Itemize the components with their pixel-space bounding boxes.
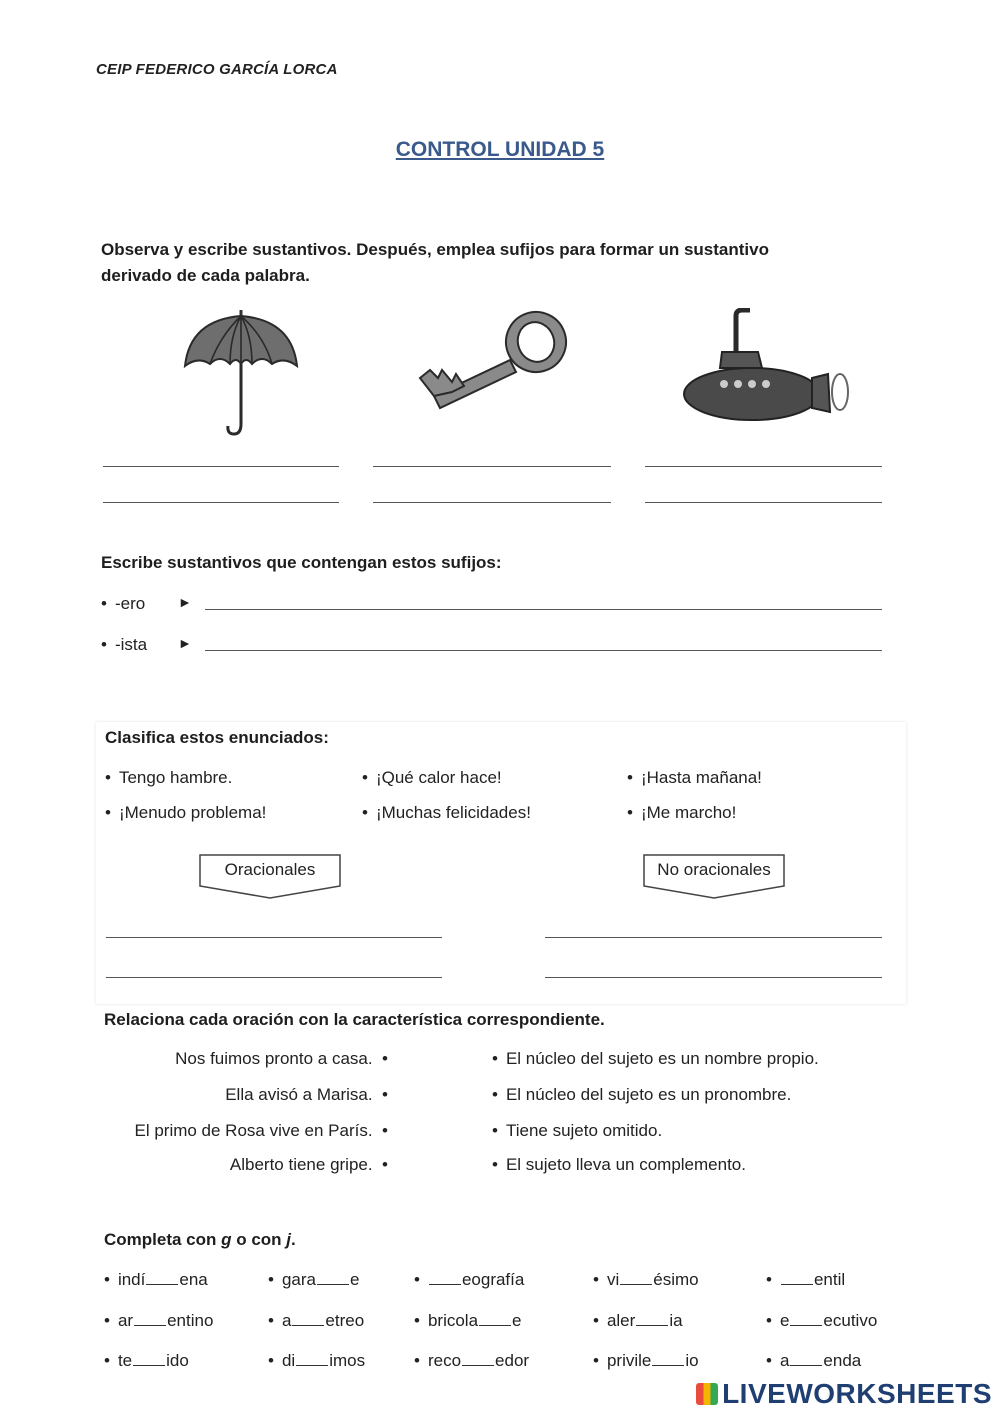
answer-line[interactable] <box>373 466 611 467</box>
suffix-item <box>101 594 145 614</box>
school-name: CEIP FEDERICO GARCÍA LORCA <box>96 61 338 78</box>
match-left-item[interactable]: El primo de Rosa vive en París. • <box>134 1121 388 1140</box>
sentence-item: • ¡Hasta mañana! <box>627 768 762 787</box>
sentence-item: • ¡Qué calor hace! <box>362 768 502 787</box>
match-right-item[interactable]: • Tiene sujeto omitido. <box>492 1121 663 1140</box>
gj-blank[interactable] <box>429 1270 461 1285</box>
gj-word[interactable]: • privile io <box>593 1351 699 1370</box>
gj-word[interactable]: • bricola e <box>414 1311 522 1330</box>
gj-word[interactable]: • di imos <box>268 1351 366 1370</box>
gj-word[interactable]: • entil <box>766 1270 846 1289</box>
gj-word[interactable]: • aler ia <box>593 1311 683 1330</box>
match-left-item[interactable]: Ella avisó a Marisa. • <box>225 1085 388 1104</box>
ex1-instruction-line2: derivado de cada palabra. <box>101 266 310 285</box>
oracionales-label: Oracionales <box>199 854 341 900</box>
gj-blank[interactable] <box>317 1270 349 1285</box>
ex2-instruction: Escribe sustantivos que contengan estos sufijos: <box>101 553 502 572</box>
ex1-instruction <box>101 237 901 289</box>
submarine-icon <box>680 308 855 424</box>
liveworksheets-logo: LIVEWORKSHEETS <box>696 1378 992 1410</box>
gj-word[interactable]: • ar entino <box>104 1311 214 1330</box>
answer-line[interactable] <box>545 977 882 978</box>
gj-blank[interactable] <box>292 1311 324 1326</box>
bullet: • <box>101 635 107 654</box>
gj-blank[interactable] <box>133 1351 165 1366</box>
ex3-instruction: Clasifica estos enunciados: <box>105 728 329 747</box>
match-right-item[interactable]: • El sujeto lleva un complemento. <box>492 1155 746 1174</box>
gj-word[interactable]: • eografía <box>414 1270 525 1289</box>
sentence-item: • Tengo hambre. <box>105 768 233 787</box>
gj-blank[interactable] <box>620 1270 652 1285</box>
sentence-item: • ¡Menudo problema! <box>105 803 267 822</box>
gj-blank[interactable] <box>479 1311 511 1326</box>
answer-line[interactable] <box>205 609 882 610</box>
ex5-instruction: Completa con g o con j. <box>104 1230 296 1249</box>
gj-blank[interactable] <box>296 1351 328 1366</box>
suffix-label: -ista <box>114 635 148 654</box>
match-left-item[interactable]: Nos fuimos pronto a casa. • <box>175 1049 388 1068</box>
umbrella-icon <box>180 306 302 440</box>
match-right-item[interactable]: • El núcleo del sujeto es un nombre propio. <box>492 1049 819 1068</box>
match-left-item[interactable]: Alberto tiene gripe. • <box>229 1155 388 1174</box>
arrow-icon: ► <box>178 594 192 610</box>
gj-blank[interactable] <box>790 1351 822 1366</box>
key-icon <box>412 304 574 416</box>
gj-blank[interactable] <box>790 1311 822 1326</box>
answer-line[interactable] <box>103 466 339 467</box>
answer-line[interactable] <box>373 502 611 503</box>
gj-blank[interactable] <box>146 1270 178 1285</box>
match-right-item[interactable]: • El núcleo del sujeto es un pronombre. <box>492 1085 792 1104</box>
gj-word[interactable]: • a enda <box>766 1351 862 1370</box>
gj-blank[interactable] <box>462 1351 494 1366</box>
suffix-label: -ero <box>114 594 146 613</box>
suffix-item <box>101 635 147 655</box>
answer-line[interactable] <box>545 937 882 938</box>
gj-word[interactable]: • vi ésimo <box>593 1270 699 1289</box>
answer-line[interactable] <box>645 466 882 467</box>
gj-word[interactable]: • gara e <box>268 1270 360 1289</box>
gj-word[interactable]: • e ecutivo <box>766 1311 878 1330</box>
answer-line[interactable] <box>205 650 882 651</box>
sentence-item: • ¡Muchas felicidades! <box>362 803 531 822</box>
logo-icon <box>696 1383 718 1405</box>
ex4-instruction: Relaciona cada oración con la característica correspondiente. <box>104 1010 605 1029</box>
gj-word[interactable]: • a etreo <box>268 1311 365 1330</box>
no-oracionales-label: No oracionales <box>643 854 785 900</box>
gj-blank[interactable] <box>134 1311 166 1326</box>
answer-line[interactable] <box>645 502 882 503</box>
page-title: CONTROL UNIDAD 5 <box>395 138 605 161</box>
answer-line[interactable] <box>103 502 339 503</box>
arrow-icon: ► <box>178 635 192 651</box>
gj-word[interactable]: • te ido <box>104 1351 189 1370</box>
gj-word[interactable]: • indí ena <box>104 1270 208 1289</box>
gj-blank[interactable] <box>652 1351 684 1366</box>
ex1-instruction-line1: Observa y escribe sustantivos. Después, emplea sufijos para formar un sustantivo <box>101 240 769 259</box>
answer-line[interactable] <box>106 937 442 938</box>
bullet: • <box>101 594 107 613</box>
answer-line[interactable] <box>106 977 442 978</box>
gj-word[interactable]: • reco edor <box>414 1351 530 1370</box>
sentence-item: • ¡Me marcho! <box>627 803 737 822</box>
gj-blank[interactable] <box>781 1270 813 1285</box>
gj-blank[interactable] <box>636 1311 668 1326</box>
